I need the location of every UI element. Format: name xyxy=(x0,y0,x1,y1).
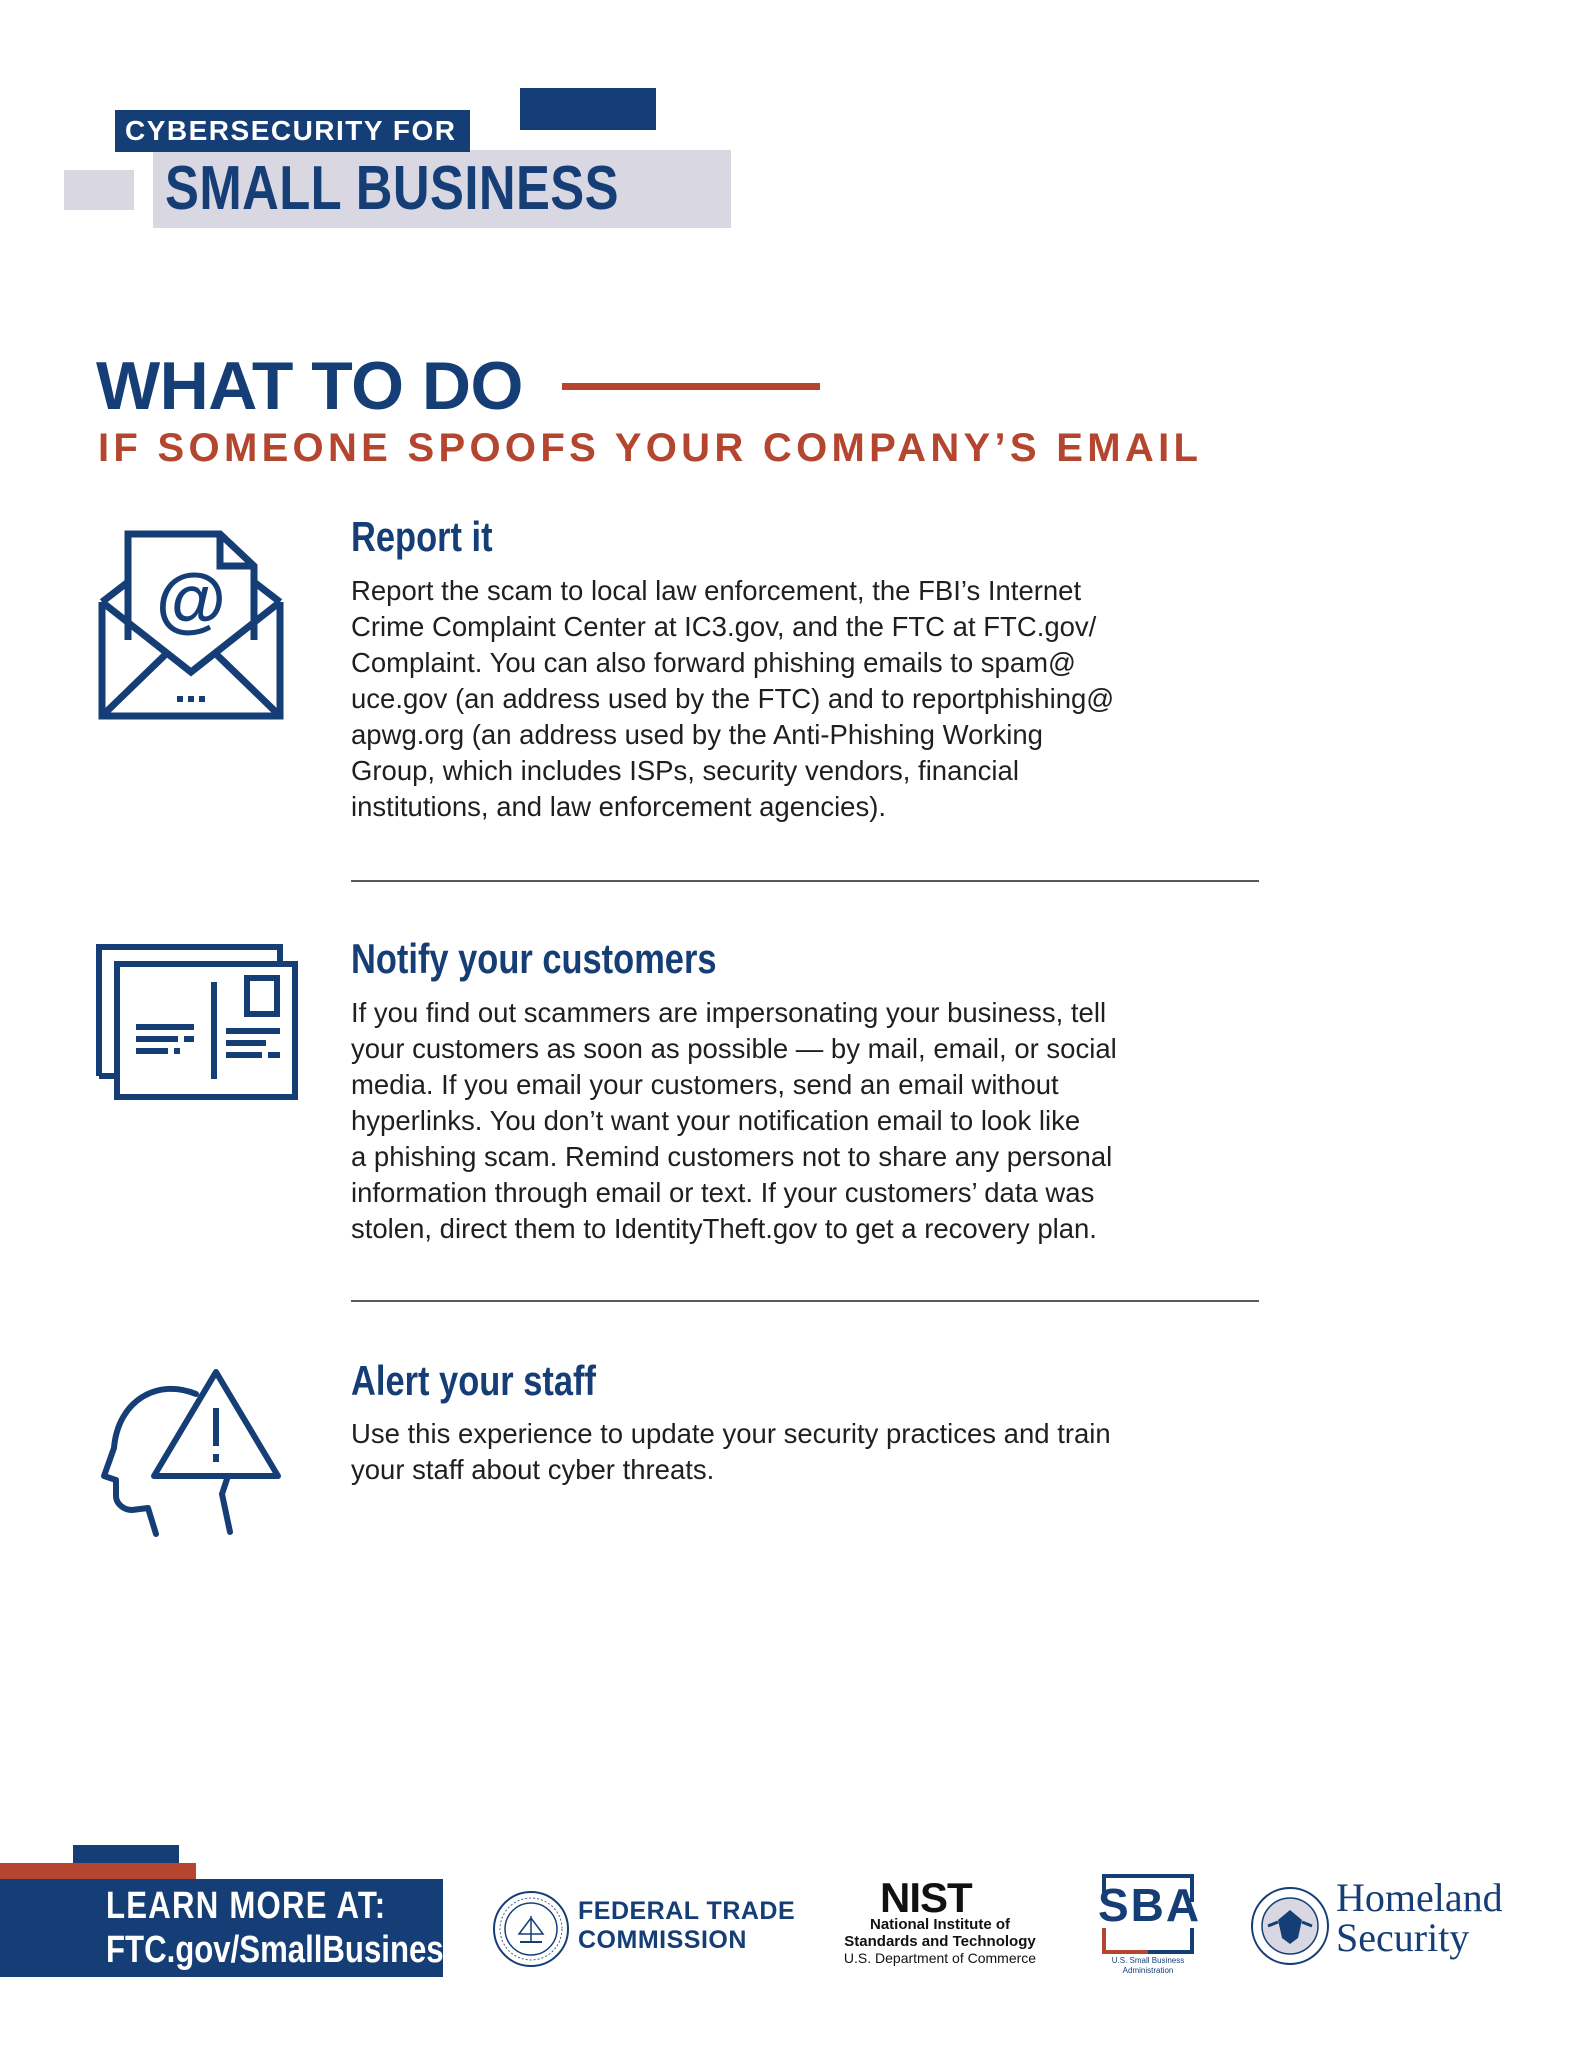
section-body-alert: Use this experience to update your security practices and train your staff about cyber threats. xyxy=(351,1418,1111,1485)
section-heading-report: Report it xyxy=(351,513,493,560)
section-body-notify: If you find out scammers are impersonating your business, tell your customers as soon as possible — by mail, email, or social media. If you email your customers, send an email without hyperlinks. You don’t want your notification email to look like a phishing scam. Remind customers not to share any personal information through email or text. If your customers’ data was stolen, direct them to IdentityTheft.gov to get a recovery plan. xyxy=(351,997,1117,1244)
footer-accent-bar-red xyxy=(0,1863,196,1879)
sba-logo-text: U.S. Small Business Administration xyxy=(1111,1956,1185,1975)
head-warning-icon xyxy=(98,1364,284,1538)
postcard-icon xyxy=(96,944,298,1100)
section-body-report: Report the scam to local law enforcement, the FBI’s Internet Crime Complaint Center at IC3.gov, and the FTC at FTC.gov/ Complaint. You can also forward phishing emails to spam@ uce.gov (an address used by the FTC) and to reportphishing@ apwg.org (an address used by the Anti-Phishing Working Group, which includes ISPs, security vendors, financial institutions, and law enforcement agencies). xyxy=(351,575,1115,822)
learn-more-link[interactable]: FTC.gov/SmallBusiness xyxy=(106,1929,461,1971)
header-title: SMALL BUSINESS xyxy=(153,150,731,228)
learn-more-label: LEARN MORE AT: xyxy=(106,1885,387,1927)
page-subtitle: IF SOMEONE SPOOFS YOUR COMPANY’S EMAIL xyxy=(98,426,1203,470)
nist-logo: NIST xyxy=(880,1874,972,1921)
title-rule xyxy=(562,383,820,390)
learn-more-box[interactable] xyxy=(0,1879,461,1977)
dhs-seal-icon xyxy=(1250,1886,1330,1966)
section-divider xyxy=(351,880,1259,882)
ftc-seal-icon xyxy=(492,1890,570,1968)
ftc-logo-text: FEDERAL TRADE COMMISSION xyxy=(578,1897,796,1954)
header-accent-block xyxy=(64,170,134,210)
nist-logo-text: National Institute of Standards and Technology U.S. Department of Commerce xyxy=(843,1916,1037,1966)
envelope-at-icon xyxy=(98,530,284,720)
header-kicker: CYBERSECURITY FOR xyxy=(115,110,470,152)
page-title: WHAT TO DO xyxy=(96,348,523,424)
header-accent-bar xyxy=(520,88,656,130)
section-divider xyxy=(351,1300,1259,1302)
svg-text:@: @ xyxy=(155,560,227,640)
section-heading-notify: Notify your customers xyxy=(351,935,717,982)
dhs-logo-text: Homeland Security xyxy=(1336,1875,1503,1960)
sba-logo: SBA xyxy=(1098,1879,1202,1931)
section-heading-alert: Alert your staff xyxy=(351,1357,596,1404)
